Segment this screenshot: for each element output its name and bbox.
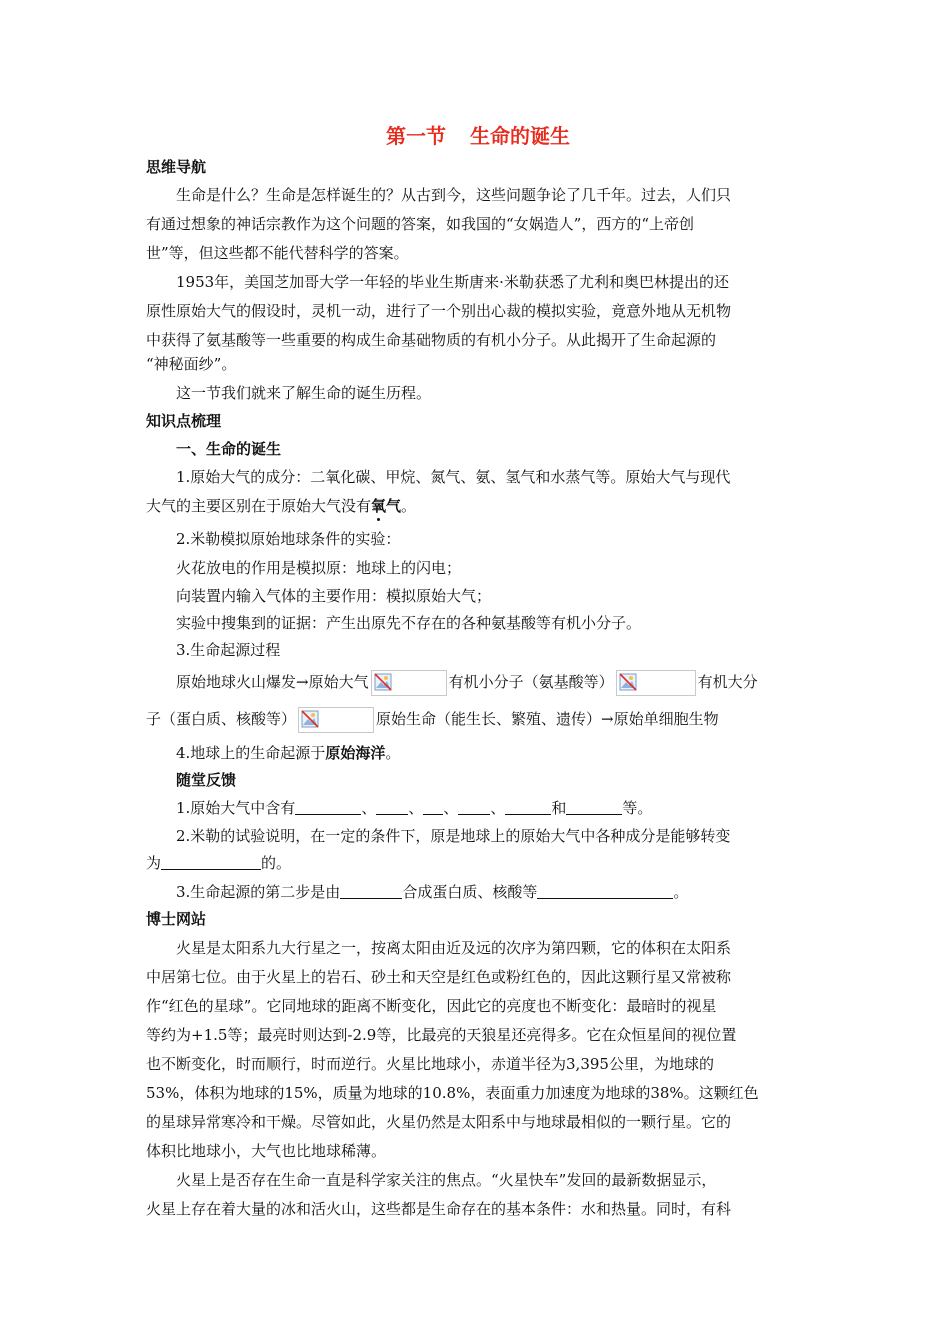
heading-doctor-website: 博士网站 — [146, 910, 207, 928]
feedback-q1-end: 等。 — [622, 799, 653, 817]
broken-image-icon — [301, 710, 319, 728]
knowledge-item-2-line-1: 火花放电的作用是模拟原：地球上的闪电； — [176, 559, 462, 577]
website-paragraph-1-line-7: 的星球异常寒冷和干燥。尽管如此，火星仍然是太阳系中与地球最相似的一颗行星。它的 — [146, 1113, 732, 1131]
knowledge-item-1-end: 。 — [401, 497, 417, 515]
feedback-question-2-line-2 — [146, 851, 810, 875]
flow-step-primitive-life: 原始生命（能生长、繁殖、遗传）→原始单细胞生物 — [376, 710, 719, 728]
feedback-q1-text: 1.原始大气中含有 — [176, 799, 296, 817]
feedback-q3-text: 3.生命起源的第二步是由 — [176, 883, 341, 901]
flow-step-large-organic-molecules: 有机大分 — [697, 673, 758, 691]
nav-paragraph-1-line-2: 有通过想象的神话宗教作为这个问题的答案，如我国的“女娲造人”，西方的“上帝创 — [146, 215, 695, 233]
answer-blank[interactable] — [161, 853, 261, 870]
title-text: 生命的诞生 — [470, 124, 570, 148]
feedback-q3-middle: 合成蛋白质、核酸等 — [402, 883, 538, 901]
nav-paragraph-2-line-3: 中获得了氨基酸等一些重要的构成生命基础物质的有机小分子。从此揭开了生命起源的 — [146, 331, 717, 349]
nav-paragraph-2-line-4: “神秘面纱”。 — [146, 355, 237, 373]
feedback-q2-end: 的。 — [261, 854, 292, 872]
title-section-number: 第一节 — [386, 124, 446, 148]
subheading-birth-of-life: 一、生命的诞生 — [176, 440, 282, 458]
answer-blank[interactable] — [566, 798, 622, 815]
answer-blank[interactable] — [458, 798, 490, 815]
nav-paragraph-2-line-1: 1953年，美国芝加哥大学一年轻的毕业生斯唐来·米勒获悉了尤利和奥巴林提出的还 — [176, 273, 729, 291]
website-paragraph-2-line-1: 火星上是否存在生命一直是科学家关注的焦点。“火星快车”发回的最新数据显示， — [176, 1171, 717, 1189]
feedback-question-3 — [176, 880, 810, 904]
website-paragraph-1-line-3: 作“红色的星球”。它同地球的距离不断变化，因此它的亮度也不断变化：最暗时的视星 — [146, 997, 717, 1015]
separator: 、 — [408, 799, 424, 817]
separator: 、 — [443, 799, 459, 817]
answer-blank[interactable] — [376, 798, 408, 815]
knowledge-item-3-flow-line-1 — [176, 669, 810, 696]
answer-blank[interactable] — [340, 882, 402, 899]
knowledge-item-2-line-2: 向装置内输入气体的主要作用：模拟原始大气； — [176, 587, 492, 605]
knowledge-item-4-end: 。 — [385, 744, 401, 762]
flow-step-proteins-nucleic-acids: 子（蛋白质、核酸等） — [146, 710, 297, 728]
answer-blank[interactable] — [537, 882, 673, 899]
flow-step-small-organic-molecules: 有机小分子（氨基酸等） — [448, 673, 614, 691]
key-term-oxygen — [371, 497, 401, 515]
page-title — [146, 122, 810, 150]
website-paragraph-1-line-6: 53%，体积为地球的15%，质量为地球的10.8%，表面重力加速度为地球的38%。这颗红色 — [146, 1084, 759, 1102]
knowledge-item-3-title: 3.生命起源过程 — [176, 641, 281, 659]
website-paragraph-1-line-2: 中居第七位。由于火星上的岩石、砂土和天空是红色或粉红色的，因此这颗行星又常被称 — [146, 968, 732, 986]
flow-step-primitive-atmosphere: 原始地球火山爆发→原始大气 — [176, 673, 369, 691]
heading-thinking-navigation: 思维导航 — [146, 158, 207, 176]
answer-blank[interactable] — [505, 798, 551, 815]
feedback-q2-text: 为 — [146, 854, 162, 872]
website-paragraph-1-line-1: 火星是太阳系九大行星之一，按离太阳由近及远的次序为第四颗，它的体积在太阳系 — [176, 939, 732, 957]
knowledge-item-4 — [176, 741, 810, 765]
feedback-question-2-line-1: 2.米勒的试验说明，在一定的条件下，原是地球上的原始大气中各种成分是能够转变 — [176, 827, 731, 845]
website-paragraph-1-line-5: 也不断变化，时而顺行，时而逆行。火星比地球小，赤道半径为3,395公里，为地球的 — [146, 1055, 714, 1073]
broken-image-icon — [374, 673, 392, 691]
feedback-question-1 — [176, 796, 810, 820]
knowledge-item-1-line-1: 1.原始大气的成分：二氧化碳、甲烷、氮气、氨、氢气和水蒸气等。原始大气与现代 — [176, 468, 731, 486]
key-term-oxygen-char-1: 氧 — [371, 497, 387, 515]
knowledge-item-1-text: 大气的主要区别在于原始大气没有 — [146, 497, 372, 515]
broken-image-arrow-2 — [616, 670, 696, 696]
heading-classroom-feedback: 随堂反馈 — [176, 771, 237, 789]
broken-image-icon — [619, 673, 637, 691]
connector-and: 和 — [551, 799, 567, 817]
key-term-oxygen-char-2: 气 — [386, 497, 402, 515]
nav-paragraph-1-line-3: 世”等，但这些都不能代替科学的答案。 — [146, 244, 409, 262]
knowledge-item-2-title: 2.米勒模拟原始地球条件的实验： — [176, 530, 401, 548]
knowledge-item-3-flow-line-2 — [146, 706, 810, 733]
website-paragraph-2-line-2: 火星上存在着大量的冰和活火山，这些都是生命存在的基本条件：水和热量。同时，有科 — [146, 1200, 732, 1218]
website-paragraph-1-line-4: 等约为+1.5等；最亮时则达到-2.9等，比最亮的天狼星还亮得多。它在众恒星间的视位置 — [146, 1026, 737, 1044]
feedback-q3-end: 。 — [673, 883, 689, 901]
nav-paragraph-2-line-2: 原性原始大气的假设时，灵机一动，进行了一个别出心裁的模拟实验，竟意外地从无机物 — [146, 302, 732, 320]
broken-image-arrow-1 — [371, 670, 447, 696]
answer-blank[interactable] — [423, 798, 443, 815]
answer-blank[interactable] — [295, 798, 361, 815]
nav-paragraph-1-line-1: 生命是什么？生命是怎样诞生的？从古到今，这些问题争论了几千年。过去，人们只 — [176, 186, 732, 204]
separator: 、 — [490, 799, 506, 817]
separator: 、 — [361, 799, 377, 817]
knowledge-item-1-line-2 — [146, 494, 810, 518]
key-term-primitive-ocean: 原始海洋 — [325, 744, 386, 762]
knowledge-item-4-text: 4.地球上的生命起源于 — [176, 744, 326, 762]
knowledge-item-2-line-3: 实验中搜集到的证据：产生出原先不存在的各种氨基酸等有机小分子。 — [176, 614, 642, 632]
heading-knowledge-points: 知识点梳理 — [146, 412, 222, 430]
broken-image-arrow-3 — [298, 707, 374, 733]
website-paragraph-1-line-8: 体积比地球小，大气也比地球稀薄。 — [146, 1142, 387, 1160]
nav-paragraph-3: 这一节我们就来了解生命的诞生历程。 — [176, 384, 432, 402]
